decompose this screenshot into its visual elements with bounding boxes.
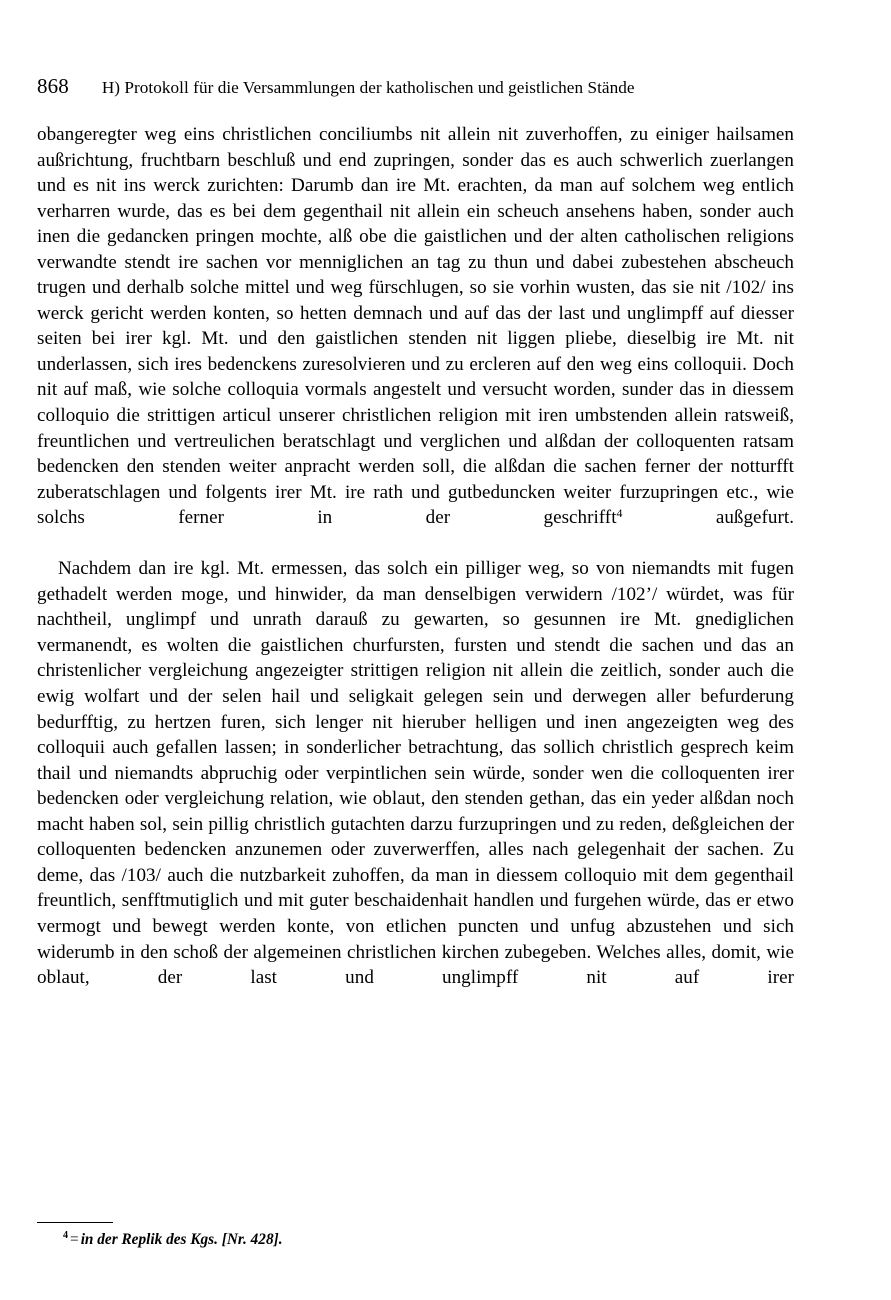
paragraph-1 [37,122,794,556]
paragraph-1-text-before-footnote: obangeregter weg eins christlichen conciliumbs nit allein nit zuverhoffen, zu einiger hailsamen außrichtung, fruchtbarn beschluß und end zupringen, sonder das es auch schwerlich zuerlangen und es nit ins werck zurichten: Darumb dan ire Mt. erachten, da man auf solchem weg entlich verharren wurde, das es bei dem gegenthail nit allein ein scheuch ansehens haben, sonder auch inen die gedancken pringen mochte, alß obe die gaistlichen und der alten catholischen religions verwandte stendt ire sachen vor menniglichen an tag zu thun und dabei zubestehen abscheuch trugen und derhalb solche mittel und weg fürschlugen, so sie vorhin wusten, das sie nit /102/ ins werck gericht werden konten, so hetten demnach und auf das der last und unglimpff auf diesser seiten bei irer kgl. Mt. und den gaistlichen stenden nit liggen pliebe, dieselbig ire Mt. nit underlassen, sich ires bedenckens zuresolvieren und zu ercleren auf den weg eins colloquii. Doch nit auf maß, wie solche colloquia vormals angestelt und versucht worden, sunder das in diessem colloquio die strittigen articul unserer christlichen religion mit iren umbstenden allein ratsweiß, freuntlichen und vertreulichen beratschlagt und verglichen und alßdan der colloquenten ratsam bedencken den stenden weiter anpracht werden soll, die alßdan die sachen ferner der notturfft zuberatschlagen und folgents irer Mt. ire rath und gutbeduncken weiter furzupringen etc., wie solchs ferner in der geschrifft [37,124,794,529]
running-head-title: H) Protokoll für die Versammlungen der katholischen und geistlichen Stände [101,78,635,97]
running-head [37,74,797,100]
paragraph-2: Nachdem dan ire kgl. Mt. ermessen, das solch ein pilliger weg, so von niemandts mit fugen gethadelt werden moge, und hinwider, da man denselbigen verwidern /102’/ würdet, was für nachtheil, unglimpf und unrath darauß zu gewarten, so gesunnen ire Mt. gnediglichen vermanendt, es wolten die gaistlichen churfursten, fursten und stendt die sachen und das an christenlicher vergleichung angezeigter strittigen religion nit allein die zeitlich, sonder auch die ewig wolfart und der selen hail und seligkait gelegen sein und derwegen aller befurderung bedurfftig, zu hertzen furen, sich lenger nit hieruber helligen und inen angezeigten weg des colloquii auch gefallen lassen; in sonderlicher betrachtung, das sollich christlich gesprech keim thail und niemandts abpruchig oder verpintlichen sein würde, sonder wen die colloquenten irer bedencken oder vergleichung relation, wie oblaut, den stenden gethan, das ein yeder alßdan noch macht haben sol, sein pillig christlich gutachten darzu furzupringen und zu reden, deßgleichen der colloquenten bedencken anzunemen oder zuverwerffen, alles nach gelegenhait der sachen. Zu deme, das /103/ auch die nutzbarkeit zuhoffen, da man in diessem colloquio mit dem gegenthail freuntlich, senfftmutiglich und mit guter beschaidenhait handlen und furgehen würde, das er etwo vermogt und bewegt werden konte, von etlichen puncten und unfug abzustehen und sich widerumb in den schoß der algemeinen christlichen kirchen zubegeben. Welches alles, domit, wie oblaut, der last und unglimpff nit auf irer [37,558,794,989]
body-text-block [37,122,794,1016]
page-number: 868 [37,74,69,98]
footnote-separator-rule [37,1222,113,1223]
footnote-text: in der Replik des Kgs. [Nr. 428]. [80,1231,283,1248]
footnote-equals-sign: = [70,1231,79,1248]
footnote-number: 4 [63,1230,69,1242]
footnote-area [37,1222,794,1249]
footnote-item-4 [37,1230,794,1249]
paragraph-1-text-after-footnote: außgefurt. [622,507,794,529]
footnote-reference-4[interactable]: 4 [616,506,623,521]
